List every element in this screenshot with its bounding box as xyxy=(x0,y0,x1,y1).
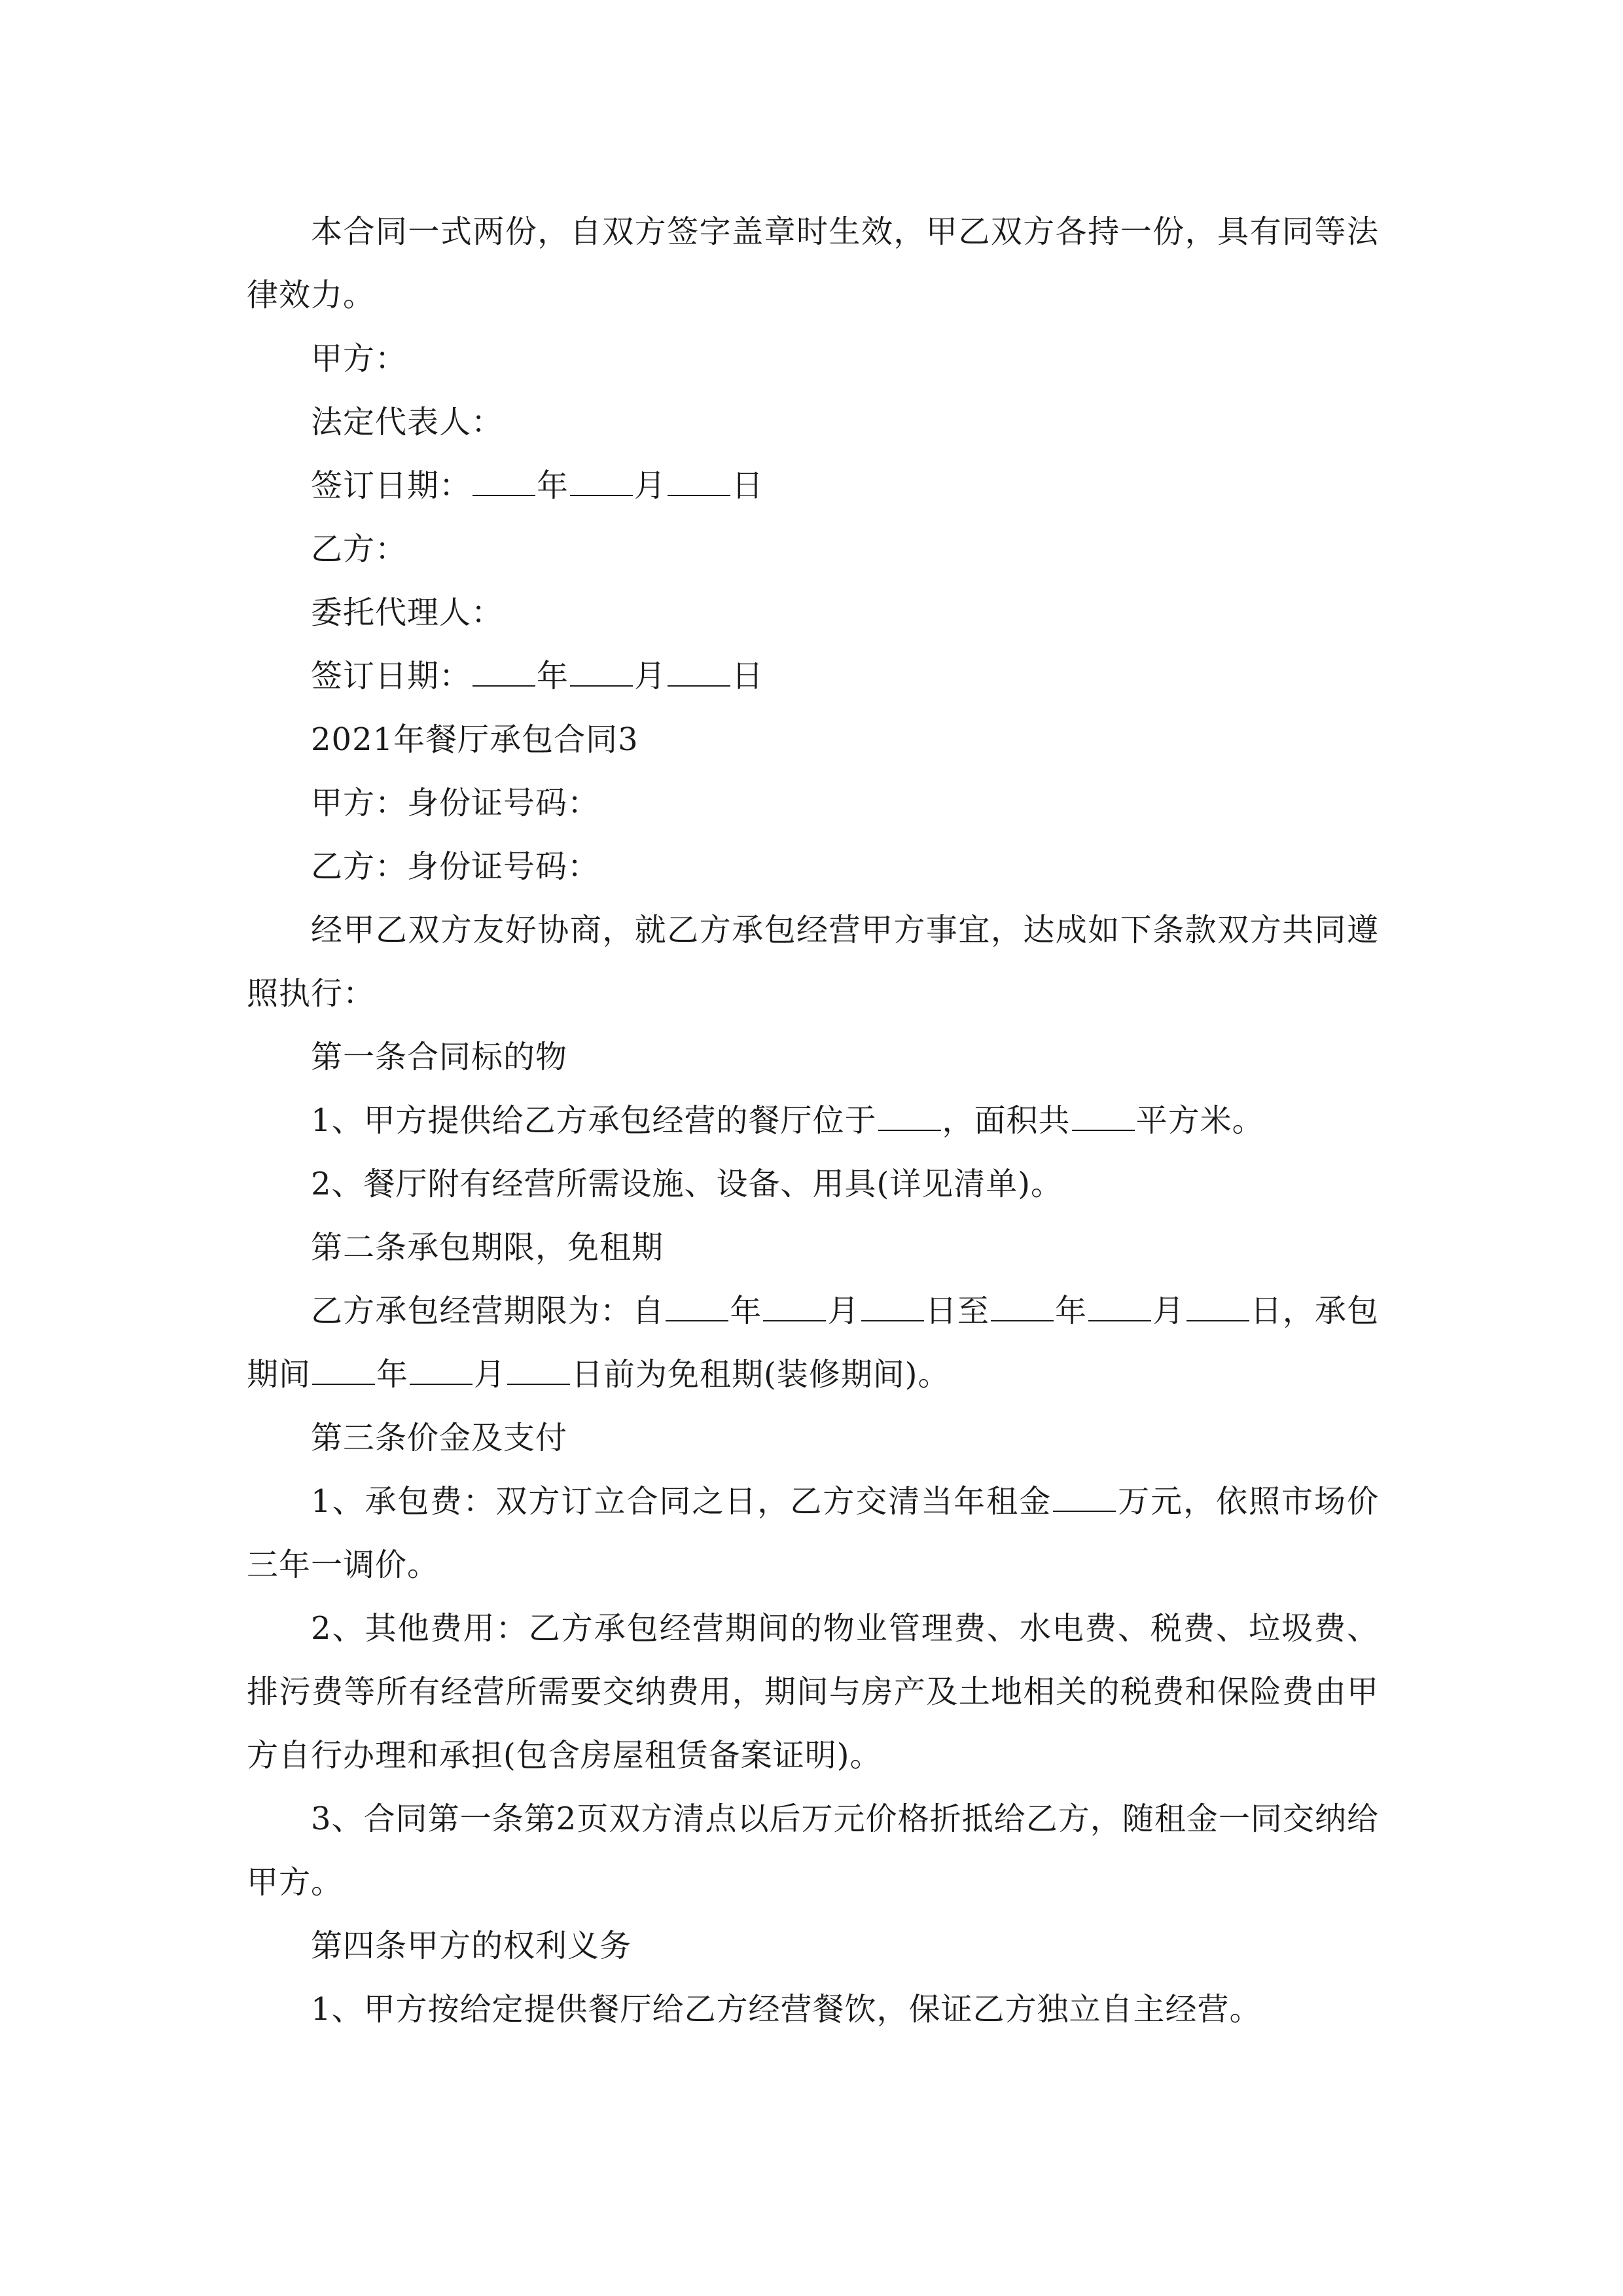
blank-line xyxy=(410,1357,473,1385)
text-segment: 年 xyxy=(376,1356,409,1393)
blank-line xyxy=(473,469,535,496)
sign-date-line-b xyxy=(247,645,1379,708)
month-label: 月 xyxy=(634,658,667,694)
text-segment: 日，承包期间 xyxy=(247,1293,1379,1393)
blank-line xyxy=(666,1294,728,1321)
text-segment: 月 xyxy=(1152,1293,1185,1329)
text-segment: ，面积共 xyxy=(942,1102,1071,1139)
blank-line xyxy=(1053,1484,1116,1512)
blank-line xyxy=(473,659,535,687)
blank-line xyxy=(878,1103,941,1131)
sign-date-label: 签订日期： xyxy=(311,467,472,504)
article-2-heading: 第二条承包期限，免租期 xyxy=(311,1229,664,1266)
blank-line xyxy=(570,469,633,496)
agent-label: 委托代理人： xyxy=(311,594,504,631)
article-3-item-1 xyxy=(247,1470,1379,1597)
blank-line xyxy=(312,1357,375,1385)
blank-line xyxy=(763,1294,826,1321)
document-body xyxy=(247,200,1379,2041)
text-segment: 万元，依照市场价三年一调价。 xyxy=(247,1483,1379,1583)
text-segment: 1、甲方提供给乙方承包经营的餐厅位于 xyxy=(311,1102,877,1139)
text-segment: 平方米。 xyxy=(1135,1102,1264,1139)
text-segment: 月 xyxy=(474,1356,507,1393)
text-segment: 年 xyxy=(1055,1293,1088,1329)
day-label: 日 xyxy=(732,467,764,504)
sign-date-line-a xyxy=(247,454,1379,518)
blank-line xyxy=(1186,1294,1249,1321)
article-4-item-1: 1、甲方按给定提供餐厅给乙方经营餐饮，保证乙方独立自主经营。 xyxy=(311,1991,1262,2028)
article-4-heading: 第四条甲方的权利义务 xyxy=(311,1928,632,1964)
article-3-heading: 第三条价金及支付 xyxy=(311,1420,568,1456)
text-segment: 日至 xyxy=(925,1293,990,1329)
article-3-item-3: 3、合同第一条第2页双方清点以后万元价格折抵给乙方，随租金一同交纳给甲方。 xyxy=(247,1801,1379,1901)
text-segment: 月 xyxy=(827,1293,860,1329)
month-label: 月 xyxy=(634,467,667,504)
text-segment: 年 xyxy=(730,1293,762,1329)
party-b-signature-label: 乙方： xyxy=(311,531,408,567)
article-1-heading: 第一条合同标的物 xyxy=(311,1039,568,1075)
blank-line xyxy=(1088,1294,1151,1321)
party-b-id-line: 乙方：身份证号码： xyxy=(311,848,600,885)
text-segment: 乙方承包经营期限为：自 xyxy=(311,1293,665,1329)
day-label: 日 xyxy=(732,658,764,694)
contract-title: 2021年餐厅承包合同3 xyxy=(311,721,639,758)
blank-line xyxy=(507,1357,570,1385)
effect-clause-paragraph: 本合同一式两份，自双方签字盖章时生效，甲乙双方各持一份，具有同等法律效力。 xyxy=(247,213,1379,314)
blank-line xyxy=(1072,1103,1135,1131)
sign-date-label: 签订日期： xyxy=(311,658,472,694)
article-3-item-2: 2、其他费用：乙方承包经营期间的物业管理费、水电费、税费、垃圾费、排污费等所有经营所需要交纳费用，期间与房产及土地相关的税费和保险费由甲方自行办理和承担(包含房屋租赁备案证明)。 xyxy=(247,1610,1379,1774)
blank-line xyxy=(991,1294,1054,1321)
blank-line xyxy=(570,659,633,687)
text-segment: 1、承包费：双方订立合同之日，乙方交清当年租金 xyxy=(311,1483,1052,1520)
party-a-id-line: 甲方：身份证号码： xyxy=(311,785,600,821)
blank-line xyxy=(861,1294,924,1321)
year-label: 年 xyxy=(537,467,569,504)
party-a-signature-label: 甲方： xyxy=(311,340,408,377)
blank-line xyxy=(668,659,730,687)
text-segment: 日前为免租期(装修期间)。 xyxy=(571,1356,950,1393)
article-2-body xyxy=(247,1280,1379,1407)
year-label: 年 xyxy=(537,658,569,694)
legal-representative-label: 法定代表人： xyxy=(311,404,504,440)
preamble-paragraph: 经甲乙双方友好协商，就乙方承包经营甲方事宜，达成如下条款双方共同遵照执行： xyxy=(247,912,1379,1012)
article-1-item-2: 2、餐厅附有经营所需设施、设备、用具(详见清单)。 xyxy=(311,1166,1063,1202)
blank-line xyxy=(668,469,730,496)
article-1-item-1 xyxy=(247,1089,1379,1153)
